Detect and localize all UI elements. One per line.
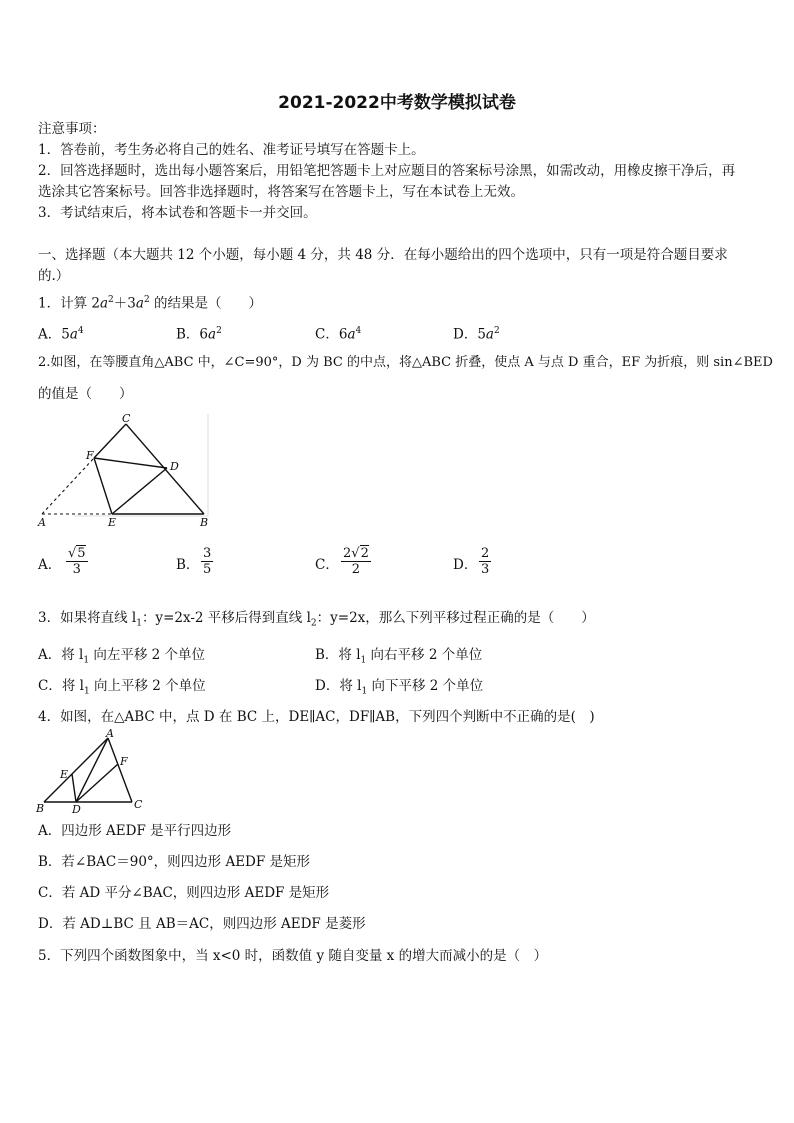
q1-option-b[interactable]: B．$6a^2$ bbox=[176, 326, 222, 343]
q3-option-d[interactable]: D．将 $l_1$ 向下平移 2 个单位 bbox=[315, 678, 484, 697]
q2-option-c-value[interactable]: $\frac{2√2}{2}$ bbox=[343, 546, 369, 577]
q3-option-b[interactable]: B．将 $l_1$ 向右平移 2 个单位 bbox=[315, 647, 483, 666]
question-5-stem: 5．下列四个函数图象中，当 x<0 时，函数值 y 随自变量 x 的增大而减小的是（ ） bbox=[38, 948, 548, 964]
q2-label-e: E bbox=[108, 516, 117, 529]
q2-option-d-value[interactable]: $\frac{2}{3}$ bbox=[481, 546, 490, 577]
q2-option-a-value[interactable]: $\frac{√5}{3}$ bbox=[68, 546, 86, 577]
question-2-stem-line2: 的值是（ ） bbox=[38, 386, 133, 402]
section-header-line1: 一、选择题（本大题共 12 个小题，每小题 4 分，共 48 分．在每小题给出的四个选项中，只有一项是符合题目要求 bbox=[38, 247, 728, 263]
q2-label-d: D bbox=[170, 460, 179, 473]
page-title: 2021-2022中考数学模拟试卷 bbox=[278, 93, 516, 113]
question-2-stem-line1: 2.如图，在等腰直角△ABC 中，∠C=90°，D 为 BC 的中点，将△ABC 折叠，使点 A 与点 D 重合，EF 为折痕，则 sin∠BED bbox=[38, 355, 773, 370]
q4-label-b: B bbox=[36, 802, 45, 815]
question-3-stem: 3．如果将直线 $l_1$：y=2x-2 平移后得到直线 $l_2$：y=2x，那么下列平移过程正确的是（ ） bbox=[38, 610, 595, 629]
q2-option-c-label[interactable]: C． bbox=[315, 557, 339, 573]
q2-label-b: B bbox=[200, 516, 209, 529]
q4-option-d[interactable]: D．若 AD⊥BC 且 AB＝AC，则四边形 AEDF 是菱形 bbox=[38, 916, 366, 932]
section-header-line2: 的.） bbox=[38, 268, 70, 284]
q4-option-a[interactable]: A．四边形 AEDF 是平行四边形 bbox=[38, 823, 232, 839]
q2-option-d-label[interactable]: D． bbox=[453, 557, 478, 573]
q4-option-b[interactable]: B．若∠BAC＝90°，则四边形 AEDF 是矩形 bbox=[38, 854, 311, 870]
question-4-stem: 4．如图，在△ABC 中，点 D 在 BC 上，DE∥AC，DF∥AB，下列四个判断中不正确的是( ) bbox=[38, 709, 595, 725]
notice-item-1: 1．答卷前，考生务必将自己的姓名、准考证号填写在答题卡上。 bbox=[38, 142, 425, 158]
q2-label-a: A bbox=[38, 516, 46, 529]
question-1-stem: 1．计算 $2a^2+3a^2$ 的结果是（ ） bbox=[38, 295, 262, 312]
q2-triangle-figure bbox=[34, 410, 214, 530]
q4-triangle-figure bbox=[34, 728, 154, 816]
q1-option-c[interactable]: C．$6a^4$ bbox=[315, 326, 362, 343]
q1-option-d[interactable]: D．$5a^2$ bbox=[453, 326, 500, 343]
q4-option-c[interactable]: C．若 AD 平分∠BAC，则四边形 AEDF 是矩形 bbox=[38, 885, 330, 901]
q1-option-a[interactable]: A．$5a^4$ bbox=[38, 326, 84, 343]
q4-label-d: D bbox=[72, 803, 81, 816]
q4-label-f: F bbox=[120, 755, 128, 768]
q2-option-a-label[interactable]: A． bbox=[38, 557, 62, 573]
q4-label-a: A bbox=[106, 728, 114, 740]
notice-heading: 注意事项： bbox=[38, 121, 106, 137]
q3-option-c[interactable]: C．将 $l_1$ 向上平移 2 个单位 bbox=[38, 678, 206, 697]
q2-option-b-value[interactable]: $\frac{3}{5}$ bbox=[203, 546, 212, 577]
q4-label-e: E bbox=[60, 768, 69, 781]
q2-label-c: C bbox=[122, 412, 131, 425]
q2-option-b-label[interactable]: B． bbox=[176, 557, 200, 573]
q4-label-c: C bbox=[134, 798, 143, 811]
notice-item-2: 2．回答选择题时，选出每小题答案后，用铅笔把答题卡上对应题目的答案标号涂黑，如需改动，用橡皮擦干净后，再 bbox=[38, 163, 736, 179]
notice-item-3: 3．考试结束后，将本试卷和答题卡一并交回。 bbox=[38, 205, 317, 221]
q3-option-a[interactable]: A．将 $l_1$ 向左平移 2 个单位 bbox=[38, 647, 206, 666]
notice-item-2-cont: 选涂其它答案标号。回答非选择题时，将答案写在答题卡上，写在本试卷上无效。 bbox=[38, 184, 524, 200]
q2-label-f: F bbox=[86, 449, 94, 462]
